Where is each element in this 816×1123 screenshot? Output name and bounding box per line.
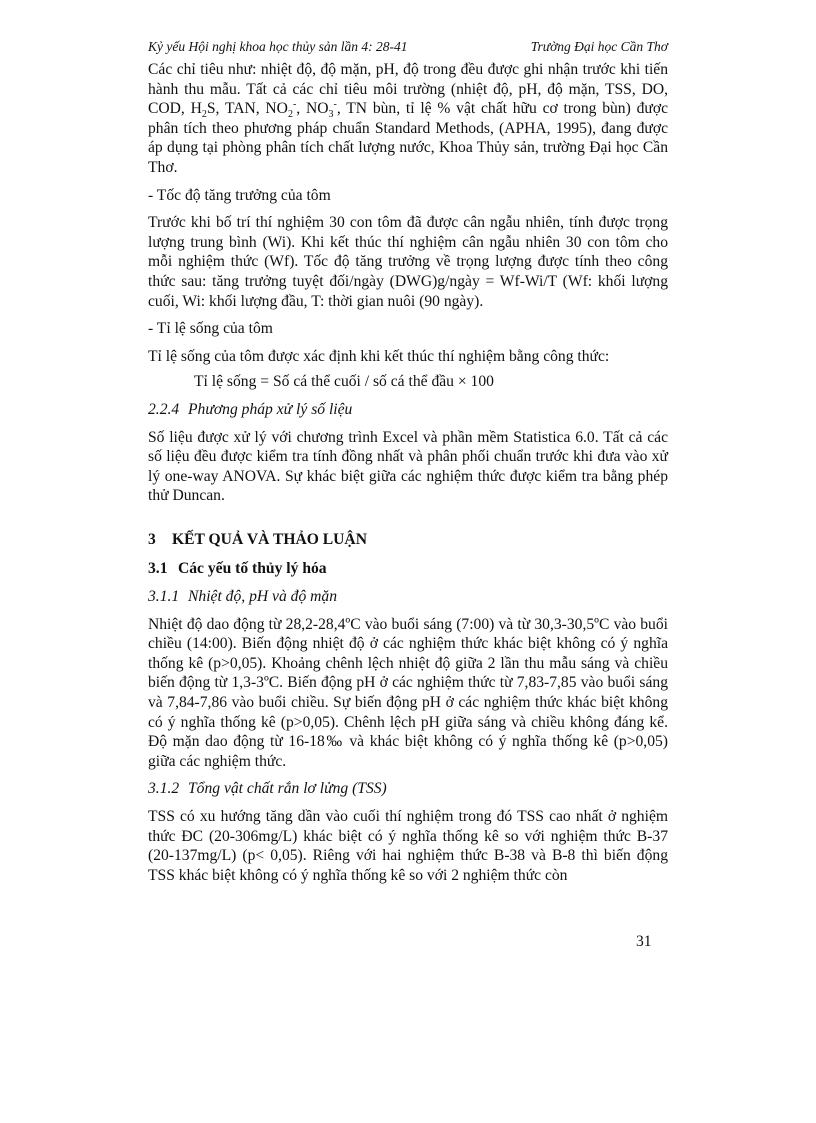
header-institution: Trường Đại học Cần Thơ xyxy=(530,39,668,54)
section-3-1-2-paragraph: TSS có xu hướng tăng dần vào cuối thí nghiệm trong đó TSS cao nhất ở nghiệm thức ĐC (20-306mg/L) khác biệt có ý nghĩa thống kê so với nghiệm thức B-37 (20-137mg/L) (p< 0,05). Riêng với hai nghiệm thức B-38 và B-8 thì biến động TSS khác biệt không có ý nghĩa thống kê so với 2 nghiệm thức còn xyxy=(148,808,668,884)
survival-title: - Tỉ lệ sống của tôm xyxy=(148,320,273,338)
section-3-1-2-heading: 3.1.2 Tổng vật chất rắn lơ lửng (TSS) xyxy=(148,780,387,798)
section-3-1-1-heading: 3.1.1 Nhiệt độ, pH và độ mặn xyxy=(148,588,337,606)
intro-paragraph: Các chỉ tiêu như: nhiệt độ, độ mặn, pH, độ trong đều được ghi nhận trước khi tiến hành thu mẫu. Tất cả các chỉ tiêu môi trường (nhiệt độ, pH, độ mặn, TSS, DO, COD, $H_2S$, TAN, $NO_2^-$, $NO_3^-$, TN bùn, tỉ lệ % vật chất hữu cơ trong bùn) được phân tích theo phương pháp chuẩn Standard Methods, (APHA, 1995), đang được áp dụng tại phòng phân tích chất lượng nước, Khoa Thủy sản, trường Đại học Cần Thơ. xyxy=(148,61,668,176)
section-2-2-4-heading: 2.2.4 Phương pháp xử lý số liệu xyxy=(148,400,353,418)
page-number: 31 xyxy=(636,933,652,950)
growth-paragraph: Trước khi bố trí thí nghiệm 30 con tôm đã được cân ngẫu nhiên, tính được trọng lượng trung bình (Wi). Khi kết thúc thí nghiệm cân ngẫu nhiên 30 con tôm cho mỗi nghiệm thức (Wf). Tốc độ tăng trưởng về trọng lượng được tính theo công thức sau: tăng trưởng tuyệt đối/ngày (DWG)g/ngày = Wf-Wi/T (Wf: khối lượng cuối, Wi: khối lượng đầu, T: thời gian nuôi (90 ngày). xyxy=(148,214,668,310)
section-3-1-heading: 3.1 Các yếu tố thủy lý hóa xyxy=(148,560,327,578)
page-content xyxy=(148,38,668,893)
survival-formula: Tỉ lệ sống = Số cá thể cuối / số cá thể đầu × 100 xyxy=(194,373,494,391)
section-2-2-4-paragraph: Số liệu được xử lý với chương trình Excel và phần mềm Statistica 6.0. Tất cả các số liệu đều được kiểm tra tính đồng nhất và phân phối chuẩn trước khi đưa vào xử lý one-way ANOVA. Sự khác biệt giữa các nghiệm thức được kiểm tra bằng phép thử Duncan. xyxy=(148,428,668,505)
section-3-heading: 3 KẾT QUẢ VÀ THẢO LUẬN xyxy=(148,530,367,548)
section-3-1-1-paragraph: Nhiệt độ dao động từ 28,2-28,4ºC vào buổi sáng (7:00) và từ 30,3-30,5ºC vào buổi chiều (14:00). Biến động nhiệt độ ở các nghiệm thức khác biệt không có ý nghĩa thống kê (p>0,05). Khoảng chênh lệch nhiệt độ giữa 2 lần thu mẫu sáng và chiều biến động từ 1,3-3ºC. Biến động pH ở các nghiệm thức từ 7,83-7,85 vào buổi sáng và 7,84-7,86 vào buổi chiều. Sự biến động pH ở các nghiệm thức khác biệt không có ý nghĩa thống kê (p>0,05). Chênh lệch pH giữa sáng và chiều không đáng kể. Độ mặn dao động từ 16-18‰ và khác biệt không có ý nghĩa thống kê (p>0,05) giữa các nghiệm thức. xyxy=(148,615,668,770)
running-header xyxy=(148,38,668,56)
header-journal: Kỷ yếu Hội nghị khoa học thủy sản lần 4: 28-41 xyxy=(148,39,408,54)
growth-title: - Tốc độ tăng trưởng của tôm xyxy=(148,186,331,204)
survival-paragraph: Tỉ lệ sống của tôm được xác định khi kết thúc thí nghiệm bằng công thức: xyxy=(148,347,610,365)
